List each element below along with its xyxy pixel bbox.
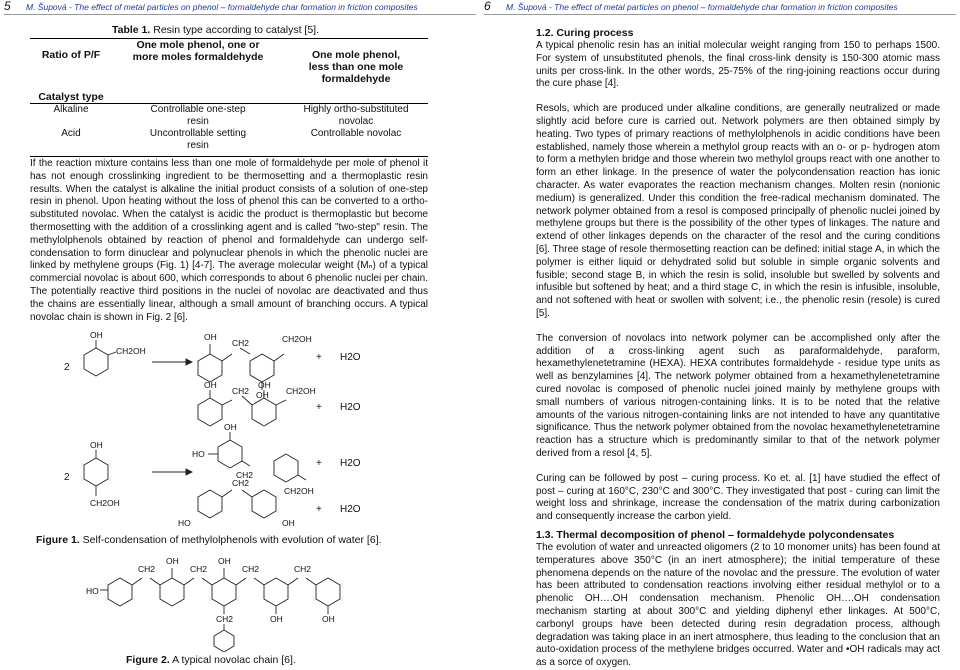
benzene-ring: [218, 440, 242, 468]
ch2-label: CH2: [242, 564, 260, 574]
figure1-caption-label: Figure 1.: [36, 534, 80, 546]
oh-label: OH: [90, 440, 103, 450]
more-cell: Controllable one-step resin: [150, 104, 246, 127]
col-header-ratio: Ratio of P/F: [30, 39, 112, 86]
benzene-ring: [264, 578, 288, 606]
less-cell: Controllable novolac: [284, 128, 428, 157]
row-header-catalyst: Catalyst type: [30, 85, 112, 104]
oh-label: OH: [258, 380, 271, 390]
page-number: 5: [4, 0, 11, 13]
oh-label: OH: [204, 380, 217, 390]
figure1-caption-text: Self-condensation of methylolphenols with evolution of water [6].: [79, 534, 382, 546]
coef-2: 2: [64, 472, 70, 483]
oh-label: OH: [322, 614, 335, 624]
less-cell: Highly ortho-substituted novolac: [303, 104, 409, 127]
plus-sign: +: [316, 352, 322, 363]
water-label: H2O: [340, 352, 361, 363]
figure1-self-condensation: [60, 330, 430, 526]
benzene-ring: [198, 490, 222, 518]
water-label: H2O: [340, 458, 361, 469]
water-label: H2O: [340, 504, 361, 515]
paragraph-text: A typical phenolic resin has an initial molecular weight ranging from 150 to perhaps 1500. For system of unsubstituted phenols, the final cross-link density is 150-300 atomic mass units per cross-link. In the other words, 25-75% of the ring-joining reactions occur during the cure phase [4].: [536, 40, 940, 90]
ch2-label: CH2: [236, 470, 254, 480]
table1-caption-text: Resin type according to catalyst [5].: [150, 24, 319, 36]
ch2oh-label: CH2OH: [90, 498, 120, 508]
paragraph-text: The conversion of novolacs into network polymer can be accomplished only after the addition of a cross-linking agent such as paraformaldehyde, paraform, hexamethylenetetramine (HEXA). HEXA contributes formaldehyde - residue type units as well as benzylamines [4]. The network polymer obtained from a hexamethylenetetramine cured novolac is composed of phenolic nuclei joined mainly by methylene groups with small numbers of various nitrogen-containing links. It is to be noted that the relative amounts of the various nitrogen-containing links are not intended to have any quantitative significance. Thus the network polymer obtained from the novolac hexamethylenetetramine reaction has a structure which is predominantly similar to that of the network polymer derived from a resol [4, 5].: [536, 332, 940, 459]
benzene-ring: [160, 578, 184, 606]
figure2-caption: [126, 654, 296, 666]
catalyst-cell: Acid: [30, 128, 112, 157]
catalyst-cell: Alkaline: [53, 104, 89, 115]
benzene-ring: [252, 490, 276, 518]
figure2-caption-label: Figure 2.: [126, 654, 170, 666]
ch2-label: CH2: [216, 614, 234, 624]
coef-2: 2: [64, 362, 70, 373]
right-page: [480, 0, 960, 668]
benzene-ring: [214, 630, 234, 652]
benzene-ring: [84, 458, 108, 486]
ho-label: HO: [86, 586, 99, 596]
oh-label: OH: [256, 390, 269, 400]
oh-label: OH: [166, 556, 179, 566]
figure1-caption: [36, 534, 382, 546]
left-page-header: [4, 0, 476, 14]
paragraph-text: Resols, which are produced under alkaline conditions, are generally neutralized or made slightly acid before cure is carried out. Network polymers are then obtained simply by heating. Two types of primary reactions of methylolphenols in acidic conditions have been established, namely those wherein a methylol group reacts with an o- or p- hydrogen atom to form a methylen bridge and those wherein two methylol groups react with one another to form an ether linkage. In the presence of water the polycondensation reaction has ionic character. As water evaporates the reaction mechanism changes. Molten resin (nonionic medium) is generalized. Under this condition the free-radical mechanism dominated. The network polymer obtained from a resol is composed principally of phenolic nuclei joined by methylene groups but there is the possibility of the other types of linkages. The nature and extend of other linkages depends on the character of the resol and the curing conditions [6]. Three stage of resole thermosetting reaction can be defined: initial stage A, in which the polymer is either liquid or dehydrated solid but soluble in simple organic solvents and fusible; second stage B, in which the resin is solid, insoluble but swelled by solvents and infusible but softened by heat; and a third stage C, in which the resin is infusible, insoluble, and not softened with heat or swollen with solvent; i.e., the phenolic resin (resole) is cured [5].: [536, 103, 940, 319]
ch2oh-label: CH2OH: [116, 346, 146, 356]
running-header: M. Šupová - The effect of metal particles on phenol – formaldehyde char formation in friction composites: [26, 2, 418, 12]
section-1-3-body: [536, 542, 940, 670]
table1-caption: [112, 24, 319, 36]
running-header: M. Šupová - The effect of metal particles on phenol – formaldehyde char formation in friction composites: [506, 2, 898, 12]
page-number: 6: [484, 0, 491, 13]
right-page-header: [484, 0, 956, 14]
col-header-less: One mole phenol, less than one mole formaldehyde: [284, 39, 428, 86]
benzene-ring: [316, 578, 340, 606]
benzene-ring: [198, 398, 222, 426]
header-rule: [484, 14, 956, 15]
benzene-ring: [108, 578, 132, 606]
ch2oh-label: CH2OH: [286, 386, 316, 396]
section-1-3-title: 1.3. Thermal decomposition of phenol – formaldehyde polycondensates: [536, 529, 895, 541]
plus-sign: +: [316, 458, 322, 469]
benzene-ring: [84, 348, 108, 376]
oh-label: OH: [282, 518, 295, 526]
ch2-label: CH2: [294, 564, 312, 574]
paragraph-text: Curing can be followed by post – curing process. Ko et. al. [1] have studied the effect of post – curing at 160°C, 230°C and 300°C. They investigated that post - curing can limit the weight loss and shrinkage, increase the condensation of the matrix during carbonization and consequently increase the carbon yield.: [536, 472, 940, 523]
figure2-caption-text: A typical novolac chain [6].: [169, 654, 296, 666]
benzene-ring: [274, 454, 298, 482]
benzene-ring: [252, 398, 276, 426]
left-page: [0, 0, 480, 668]
ch2-label: CH2: [232, 478, 250, 488]
benzene-ring: [212, 578, 236, 606]
oh-label: OH: [90, 330, 103, 340]
paragraph-text: If the reaction mixture contains less than one mole of formaldehyde per mole of phenol it has not enough crosslinking ingredient to be thermosetting and a thermoplastic resin results. When the catalyst is alkaline the initial product consists of a solution of one-step resin in phenol. Upon heating without the loss of phenol this can be converted to a ortho-substituted novolac. When the catalyst is acidic the product is thermoplastic but become thermosetting with the addition of a crosslinking agent and is called "two-step" resin. The methylolphenols obtained by reaction of phenol and formaldehyde can undergo self-condensation to form dinuclear and polynuclear phenols in which the phenolic nuclei are linked by methylene groups (Fig. 1) [4-7]. The average molecular weight (Mₙ) of a typical commercial novolac is about 600, which corresponds to about 6 phenolic nuclei per chain. The potentially reactive third positions in the nuclei of novolac are deactivated and thus the chains are essentially linear, although a small amount of branching occurs. A typical novolac chain is shown in Fig. 2 [6].: [30, 158, 428, 323]
oh-label: OH: [270, 614, 283, 624]
benzene-ring: [198, 354, 222, 382]
ho-label: HO: [178, 518, 191, 526]
paragraph-text: The evolution of water and unreacted oligomers (2 to 10 monomer units) has been found at temperatures above 350°C (in an inert atmosphere); the initial temperature of these phenomena depends on the nature of the novolac and the pressure. The evolution of water has been attributed to condensation reactions involving either residual methylol or to a phenolic OH….OH condensation mechanism. Phenolic OH….OH condensation mechanism starting at about 300°C and yielding diphenyl ether linkages. At 500°C, carbonyl groups have been detected during resin degradation process, although degradation was taking place in an inert atmosphere, thus leading to the conclusion that an auto-oxidation process of the methylene bridges occurred. Water and •OH radicals may act as a sorce of oxygen.: [536, 542, 940, 669]
oh-label: OH: [224, 422, 237, 432]
col-header-more: One mole phenol, one or more moles formaldehyde: [112, 39, 284, 86]
table1-caption-label: Table 1.: [112, 24, 151, 36]
ho-label: HO: [192, 449, 205, 459]
ch2-label: CH2: [232, 338, 250, 348]
ch2-label: CH2: [232, 386, 250, 396]
water-label: H2O: [340, 402, 361, 413]
ch2-label: CH2: [138, 564, 156, 574]
section-1-2-body: [536, 40, 940, 524]
ch2-label: CH2: [190, 564, 208, 574]
ch2oh-label: CH2OH: [282, 334, 312, 344]
figure2-novolac-chain: [86, 552, 386, 652]
plus-sign: +: [316, 402, 322, 413]
plus-sign: +: [316, 504, 322, 515]
more-cell: Uncontrollable setting resin: [112, 128, 284, 157]
oh-label: OH: [218, 556, 231, 566]
left-body-paragraph: [30, 158, 428, 324]
oh-label: OH: [204, 332, 217, 342]
ch2oh-label: CH2OH: [284, 486, 314, 496]
section-1-2-title: 1.2. Curing process: [536, 27, 634, 39]
benzene-ring: [250, 354, 274, 382]
header-rule: [4, 14, 476, 15]
resin-type-table: [30, 38, 428, 157]
